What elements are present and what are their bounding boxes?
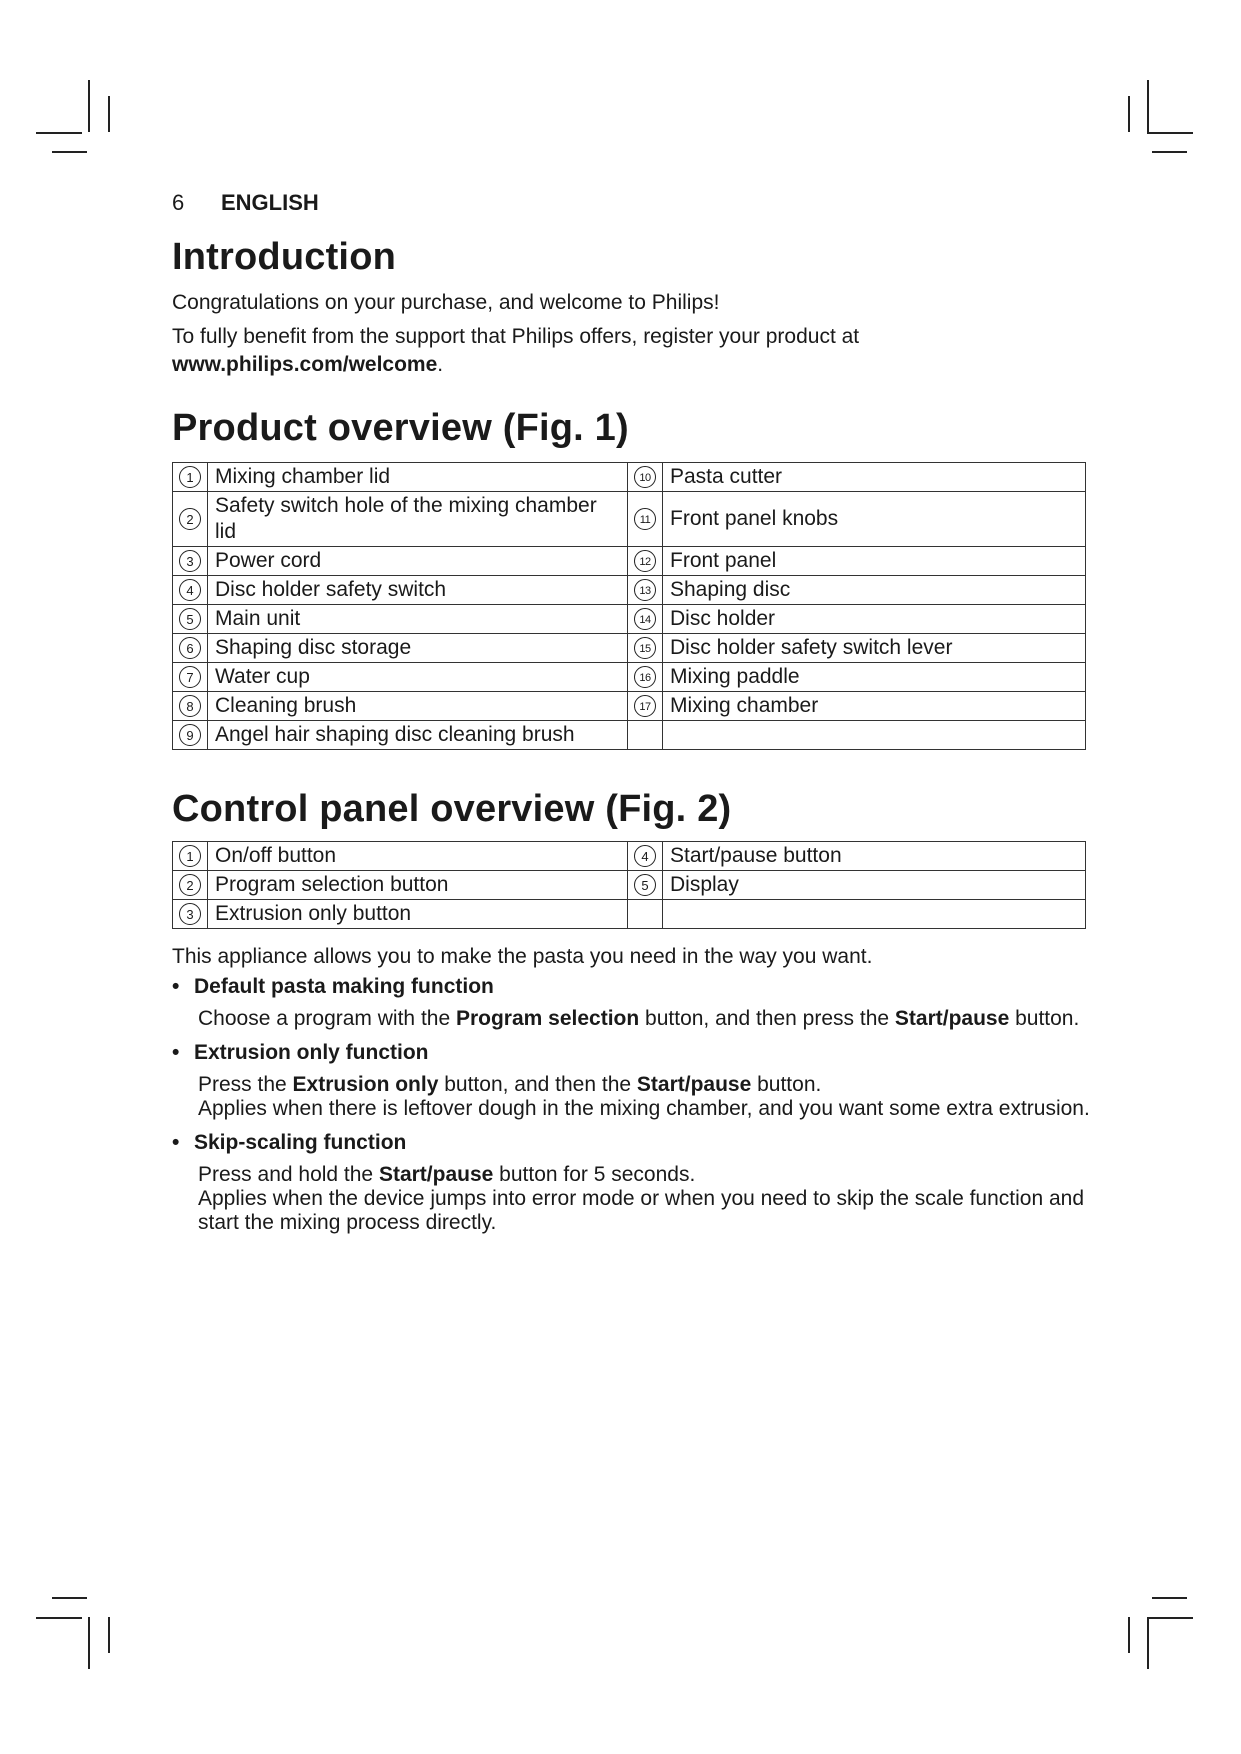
table-row [173, 634, 1086, 663]
extrusion-function-note: Applies when there is leftover dough in the mixing chamber, and you want some extra extrusion. [198, 1097, 1090, 1120]
circled-number: 13 [634, 579, 656, 601]
circled-number: 9 [179, 724, 201, 746]
skip-function-text [198, 1163, 1092, 1187]
item-number-cell [628, 576, 663, 605]
intro-line-2-text: To fully benefit from the support that Philips offers, register your product at [172, 325, 860, 348]
circled-number: 3 [179, 903, 201, 925]
table-row [173, 463, 1086, 492]
circled-number: 4 [634, 845, 656, 867]
language-label: ENGLISH [221, 190, 319, 215]
default-function-body [198, 1007, 1092, 1031]
bullet-dot: • [172, 1041, 180, 1064]
item-label: Disc holder [663, 605, 1086, 634]
item-label: Display [663, 871, 1086, 900]
text-span: button, and then the [438, 1073, 637, 1096]
text-span: Choose a program with the [198, 1007, 456, 1030]
circled-number: 10 [634, 466, 656, 488]
bold-span: Program selection [455, 1007, 640, 1030]
intro-line-2 [172, 323, 1092, 379]
intro-line-1: Congratulations on your purchase, and welcome to Philips! [172, 291, 720, 314]
item-number-cell [173, 634, 208, 663]
bullet-extrusion [172, 1039, 1092, 1067]
item-label: Water cup [208, 663, 628, 692]
crop-mark [1147, 1617, 1193, 1619]
item-number-cell [628, 492, 663, 547]
crop-mark [108, 1617, 110, 1653]
page-header [172, 190, 1092, 216]
item-number-cell [173, 871, 208, 900]
crop-mark [88, 80, 90, 132]
item-label: Start/pause button [663, 842, 1086, 871]
extrusion-function-body [198, 1073, 1092, 1121]
circled-number: 16 [634, 666, 656, 688]
circled-number: 5 [179, 608, 201, 630]
crop-mark [1152, 151, 1187, 153]
item-number-cell [628, 663, 663, 692]
functions-section [172, 943, 1092, 1235]
bold-span: Start/pause [378, 1163, 494, 1186]
bullet-skip [172, 1129, 1092, 1157]
item-number-cell [173, 663, 208, 692]
item-label: Front panel knobs [663, 492, 1086, 547]
item-number-cell [628, 692, 663, 721]
bullet-dot: • [172, 1131, 180, 1154]
item-label: Power cord [208, 547, 628, 576]
item-label: Extrusion only button [208, 900, 628, 929]
item-number-cell [173, 492, 208, 547]
welcome-link[interactable]: www.philips.com/welcome [172, 353, 438, 376]
text-span: Press the [198, 1073, 293, 1096]
circled-number: 15 [634, 637, 656, 659]
extrusion-function-text [198, 1073, 1092, 1097]
circled-number: 12 [634, 550, 656, 572]
table-row [173, 492, 1086, 547]
crop-mark [88, 1617, 90, 1669]
circled-number: 2 [179, 508, 201, 530]
link-suffix: . [437, 353, 444, 376]
item-number-cell [628, 463, 663, 492]
crop-mark [108, 96, 110, 132]
item-number-cell [173, 605, 208, 634]
table-row [173, 547, 1086, 576]
item-label: Disc holder safety switch lever [663, 634, 1086, 663]
circled-number: 17 [634, 695, 656, 717]
crop-mark [1147, 1617, 1149, 1669]
circled-number: 6 [179, 637, 201, 659]
circled-number: 8 [179, 695, 201, 717]
crop-mark [36, 132, 82, 134]
table-row [173, 871, 1086, 900]
bold-span: Extrusion only [292, 1073, 439, 1096]
skip-function-title: Skip-scaling function [194, 1131, 407, 1154]
bold-span: Start/pause [636, 1073, 752, 1096]
item-number-cell [628, 871, 663, 900]
table-row [173, 900, 1086, 929]
bullet-dot: • [172, 975, 180, 998]
circled-number: 2 [179, 874, 201, 896]
crop-mark [1152, 1597, 1187, 1599]
intro-title: Introduction [172, 236, 397, 278]
table-row [173, 692, 1086, 721]
item-number-cell [628, 634, 663, 663]
item-label: On/off button [208, 842, 628, 871]
table-row [173, 842, 1086, 871]
item-label: Disc holder safety switch [208, 576, 628, 605]
item-label: Shaping disc storage [208, 634, 628, 663]
table-row [173, 663, 1086, 692]
control-panel-table [172, 841, 1086, 929]
item-label: Shaping disc [663, 576, 1086, 605]
crop-mark [52, 151, 87, 153]
item-number-cell [173, 576, 208, 605]
circled-number: 3 [179, 550, 201, 572]
item-label: Cleaning brush [208, 692, 628, 721]
page-content [172, 190, 1092, 1235]
control-panel-title: Control panel overview (Fig. 2) [172, 788, 732, 830]
extrusion-function-title: Extrusion only function [194, 1041, 429, 1064]
item-number-cell [173, 721, 208, 750]
text-span: button. [1009, 1007, 1080, 1030]
product-overview-title: Product overview (Fig. 1) [172, 407, 629, 449]
crop-mark [1147, 80, 1149, 132]
circled-number: 1 [179, 845, 201, 867]
crop-mark [1147, 132, 1193, 134]
table-row [173, 605, 1086, 634]
product-overview-table [172, 462, 1086, 750]
page-number: 6 [172, 190, 185, 215]
item-label: Angel hair shaping disc cleaning brush [208, 721, 628, 750]
item-number-cell [173, 692, 208, 721]
item-number-cell [173, 547, 208, 576]
circled-number: 1 [179, 466, 201, 488]
crop-mark [52, 1597, 87, 1599]
skip-function-note: Applies when the device jumps into error mode or when you need to skip the scale function and start the mixing process directly. [198, 1187, 1085, 1234]
crop-mark [36, 1617, 82, 1619]
crop-mark [1128, 96, 1130, 132]
item-label: Main unit [208, 605, 628, 634]
table-row [173, 576, 1086, 605]
item-number-cell [628, 605, 663, 634]
text-span: Press and hold the [198, 1163, 379, 1186]
bold-span: Start/pause [894, 1007, 1010, 1030]
item-label: Mixing chamber lid [208, 463, 628, 492]
circled-number: 11 [634, 508, 656, 530]
item-label: Program selection button [208, 871, 628, 900]
item-label: Mixing chamber [663, 692, 1086, 721]
circled-number: 7 [179, 666, 201, 688]
intro-section [172, 289, 1092, 379]
item-label: Safety switch hole of the mixing chamber lid [208, 492, 628, 547]
item-label [663, 900, 1086, 929]
item-number-cell [628, 842, 663, 871]
text-span: button for 5 seconds. [493, 1163, 696, 1186]
circled-number: 5 [634, 874, 656, 896]
item-label [663, 721, 1086, 750]
item-label: Front panel [663, 547, 1086, 576]
item-number-cell [628, 721, 663, 750]
item-label: Pasta cutter [663, 463, 1086, 492]
table-row [173, 721, 1086, 750]
skip-function-body [198, 1163, 1092, 1235]
default-function-text [198, 1007, 1092, 1031]
item-number-cell [628, 547, 663, 576]
circled-number: 14 [634, 608, 656, 630]
functions-intro: This appliance allows you to make the pasta you need in the way you want. [172, 945, 873, 968]
item-number-cell [628, 900, 663, 929]
default-function-title: Default pasta making function [194, 975, 494, 998]
text-span: button. [751, 1073, 822, 1096]
item-label: Mixing paddle [663, 663, 1086, 692]
item-number-cell [173, 463, 208, 492]
item-number-cell [173, 900, 208, 929]
bullet-default [172, 973, 1092, 1001]
crop-mark [1128, 1617, 1130, 1653]
text-span: button, and then press the [639, 1007, 895, 1030]
circled-number: 4 [179, 579, 201, 601]
item-number-cell [173, 842, 208, 871]
